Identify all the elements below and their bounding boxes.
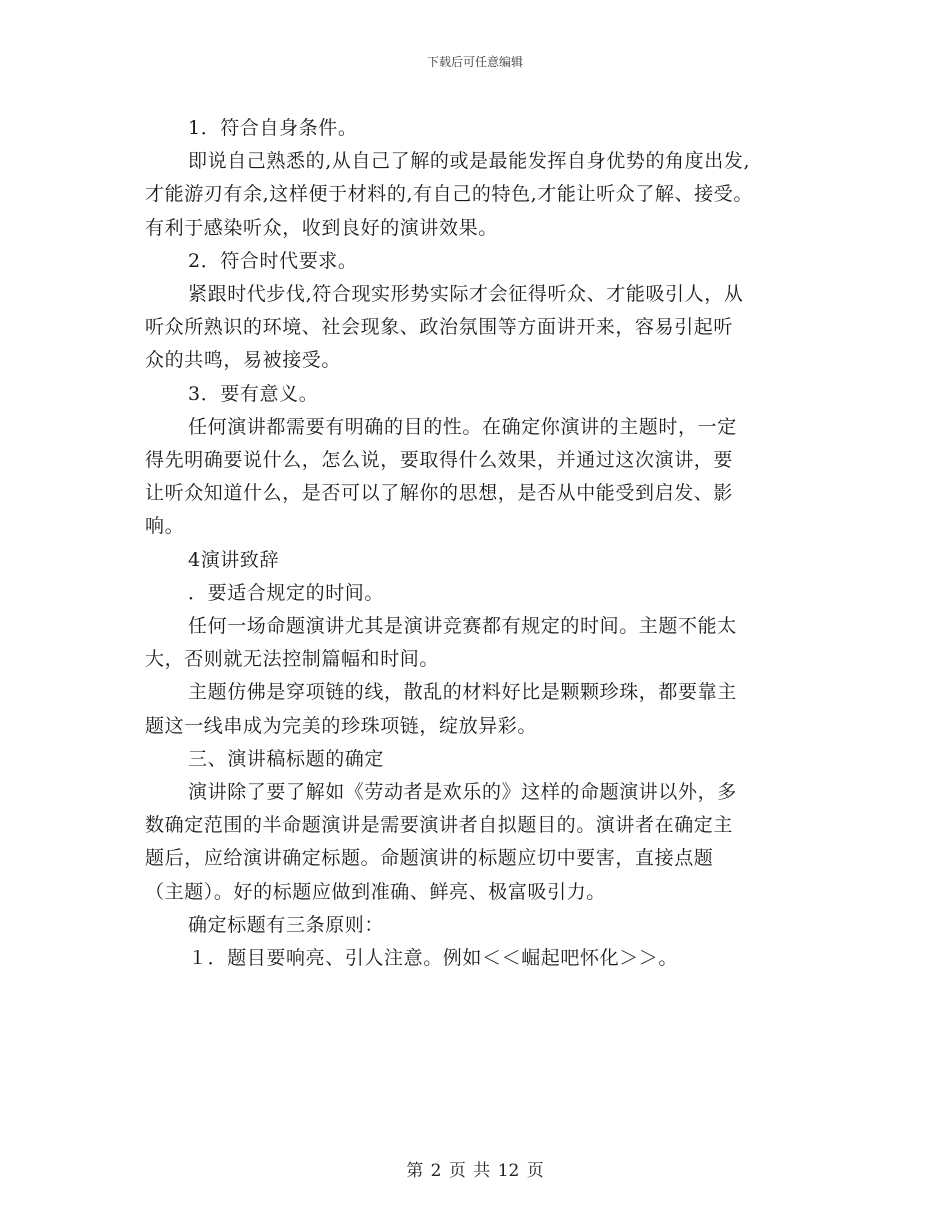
text-line: 三、演讲稿标题的确定 [188,747,385,770]
text-line: 任何一场命题演讲尤其是演讲竞赛都有规定的时间。主题不能太 [188,615,737,638]
text-line: 即说自己熟悉的,从自己了解的或是最能发挥自身优势的角度出发, [188,150,751,173]
text-line: 3．要有意义。 [188,382,319,405]
text-line: 确定标题有三条原则： [188,913,385,936]
text-line: 题这一线串成为完美的珍珠项链，绽放异彩。 [145,714,538,737]
text-line: 4演讲致辞 [188,548,280,571]
text-line: １．题目要响亮、引人注意。例如＜＜崛起吧怀化＞＞。 [188,947,679,970]
text-line: （主题）。好的标题应做到准确、鲜亮、极富吸引力。 [145,880,606,903]
text-line: 2．符合时代要求。 [188,249,358,272]
text-line: ．要适合规定的时间。 [188,581,385,604]
text-line: 主题仿佛是穿项链的线，散乱的材料好比是颗颗珍珠，都要靠主 [188,681,737,704]
text-line: 有利于感染听众，收到良好的演讲效果。 [145,216,498,239]
text-line: 响。 [145,515,185,538]
text-line: 才能游刃有余,这样便于材料的,有自己的特色,才能让听众了解、接受。 [145,183,753,206]
text-line: 演讲除了要了解如《劳动者是欢乐的》这样的命题演讲以外，多 [188,781,737,804]
text-line: 任何演讲都需要有明确的目的性。在确定你演讲的主题时，一定 [188,415,737,438]
text-line: 紧跟时代步伐,符合现实形势实际才会征得听众、才能吸引人，从 [188,283,744,306]
text-line: 1．符合自身条件。 [188,117,358,139]
text-line: 大，否则就无法控制篇幅和时间。 [145,648,440,671]
page-number-footer: 第 2 页 共 12 页 [406,1161,544,1181]
text-line: 得先明确要说什么，怎么说，要取得什么效果，并通过这次演讲，要 [145,449,734,472]
text-line: 数确定范围的半命题演讲是需要演讲者自拟题目的。演讲者在确定主 [145,814,734,837]
text-line: 众的共鸣，易被接受。 [145,349,342,372]
text-line: 听众所熟识的环境、社会现象、政治氛围等方面讲开来，容易引起听 [145,316,734,339]
text-line: 让听众知道什么，是否可以了解你的思想，是否从中能受到启发、影 [145,482,734,505]
text-line: 题后，应给演讲确定标题。命题演讲的标题应切中要害，直接点题 [145,847,714,870]
page-header: 下载后可任意编辑 [426,55,523,69]
document-body [145,112,815,975]
